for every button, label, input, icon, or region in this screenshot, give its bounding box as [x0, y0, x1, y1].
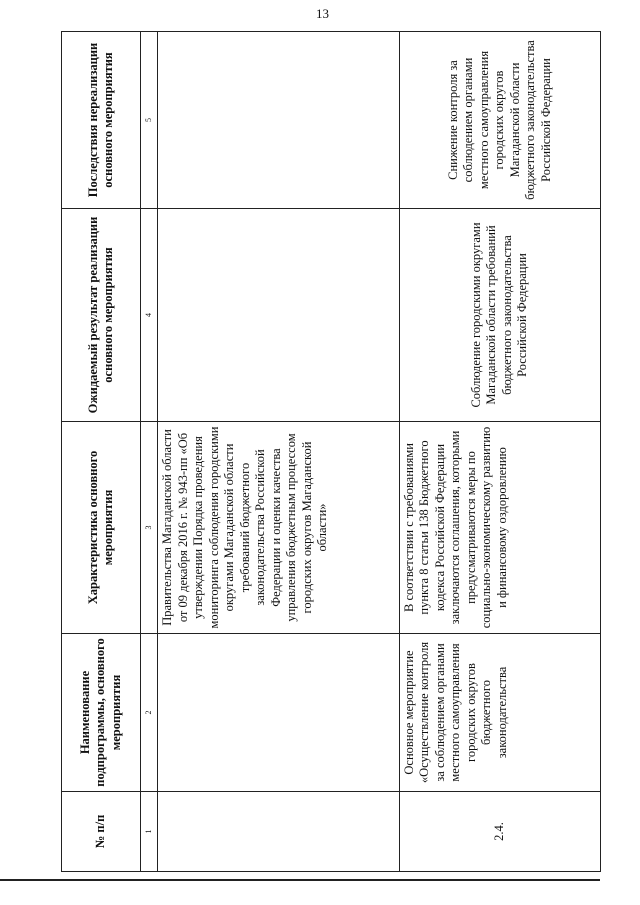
cell-result: Соблюдение городскими округами Магаданской области требований бюджетного законодательства Российской Федерации — [399, 209, 600, 422]
column-number: 5 — [141, 32, 158, 209]
cell-name — [158, 634, 399, 792]
cell-result — [158, 209, 399, 422]
column-number: 2 — [141, 634, 158, 792]
header-name: Наименование подпрограммы, основного мероприятия — [62, 634, 141, 792]
rotated-table-wrapper — [61, 32, 601, 872]
page-number: 13 — [316, 6, 329, 21]
header-characteristic: Характеристика основного мероприятия — [62, 422, 141, 634]
cell-characteristic: В соответствии с требованиями пункта 8 статьи 138 Бюджетного кодекса Российской Федерации заключаются соглашения, которыми предусматриваются меры по социально-экономическому развитию и финансовому оздоровлению — [399, 422, 600, 634]
header-row — [62, 32, 141, 872]
cell-consequences — [158, 32, 399, 209]
cell-characteristic: Правительства Магаданской области от 09 декабря 2016 г. № 943-пп «Об утверждении Порядка проведения мониторинга соблюдения городскими округами Магаданской области требований бюджетного законодательства Российской Федерации и оценки качества управления бюджетным процессом городских округов Магаданской области» — [158, 422, 399, 634]
column-number: 4 — [141, 209, 158, 422]
column-number: 1 — [141, 792, 158, 872]
cell-consequences: Снижение контроля за соблюдением органами местного самоуправления городских округов Магаданской области бюджетного законодательства Российской Федерации — [399, 32, 600, 209]
table-row — [399, 32, 600, 872]
header-number: № п/п — [62, 792, 141, 872]
scan-edge-line — [0, 879, 600, 881]
cell-number: 2.4. — [399, 792, 600, 872]
measures-table — [61, 31, 601, 872]
header-consequences: Последствия нереализации основного мероприятия — [62, 32, 141, 209]
column-number: 3 — [141, 422, 158, 634]
cell-number — [158, 792, 399, 872]
cell-name: Основное мероприятие «Осуществление контроля за соблюдением органами местного самоуправления городских округов бюджетного законодательства — [399, 634, 600, 792]
table-row — [158, 32, 399, 872]
column-numbers-row — [141, 32, 158, 872]
header-result: Ожидаемый результат реализации основного мероприятия — [62, 209, 141, 422]
